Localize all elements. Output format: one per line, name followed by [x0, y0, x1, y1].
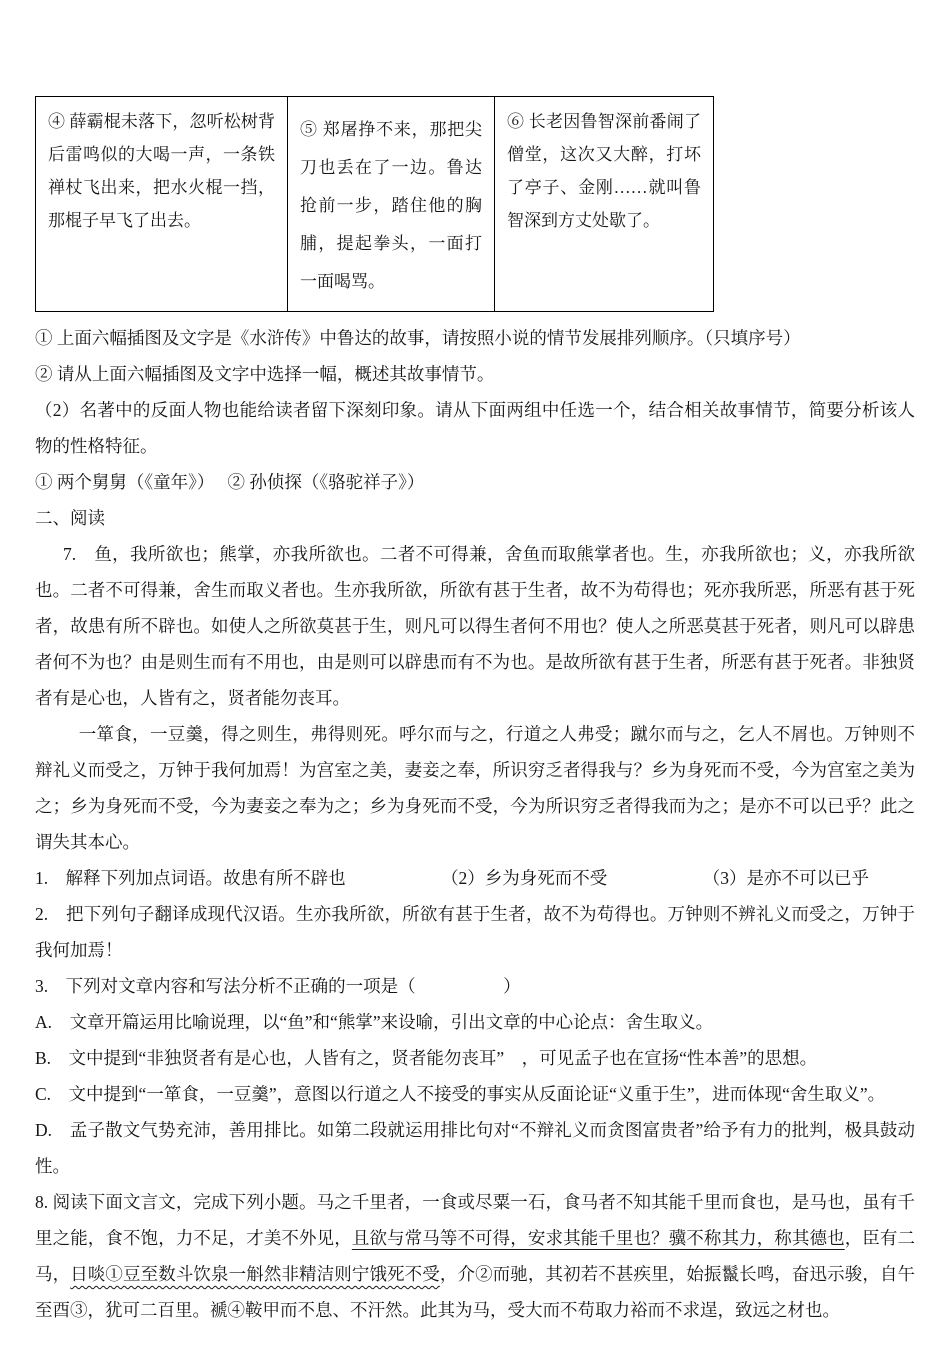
q8-segment-3: ，臣有二马， — [35, 1228, 916, 1284]
story-table — [35, 96, 714, 312]
q7-sub3-option-c: C. 文中提到“一箪食，一豆羹”，意图以行道之人不接受的事实从反面论证“义重于生”，进而体现“舍生取义”。 — [35, 1084, 886, 1104]
novel-question-sub2: ② 请从上面六幅插图及文字中选择一幅，概述其故事情节。 — [35, 364, 495, 384]
story-cell-5 — [288, 97, 495, 312]
story-table-row — [36, 97, 714, 312]
q7-sub2-translate: 2. 把下列句子翻译成现代汉语。生亦我所欲，所欲有甚于生者，故不为苟得也。万钟则不辨礼义而受之，万钟于我何加焉！ — [35, 904, 915, 960]
section-2-title: 二、阅读 — [35, 508, 105, 528]
q7-sub3-option-d: D. 孟子散文气势充沛，善用排比。如第二段就运用排比句对“不辩礼义而贪图富贵者”给予有力的批判，极具鼓动性。 — [35, 1120, 915, 1176]
story-cell-4-text: ④ 薛霸棍未落下，忽听松树背后雷鸣似的大喝一声，一条铁禅杖飞出来，把水火棍一挡，那棍子早飞了出去。 — [48, 112, 275, 230]
q8-segment-2-underlined: 且欲与常马等不可得，安求其能千里也？骥不称其力，称其德也 — [351, 1228, 845, 1248]
story-cell-5-text: ⑤ 郑屠挣不来，那把尖刀也丢在了一边。鲁达抢前一步，踏住他的胸脯，提起拳头，一面打一面喝骂。 — [300, 120, 482, 291]
story-cell-4 — [36, 97, 288, 312]
story-cell-6-text: ⑥ 长老因鲁智深前番闹了僧堂，这次又大醉，打坏了亭子、金刚……就叫鲁智深到方丈处歇了。 — [507, 112, 701, 230]
q8-passage — [35, 1184, 915, 1328]
q7-sub1-part1: 1. 解释下列加点词语。故患有所不辟也 — [35, 868, 346, 888]
q7-sub3-option-a: A. 文章开篇运用比喻说理，以“鱼”和“熊掌”来设喻，引出文章的中心论点：舍生取义。 — [35, 1012, 714, 1032]
q7-sub1-part2: （2）乡为身死而不受 — [441, 868, 608, 888]
story-cell-6 — [495, 97, 714, 312]
q7-passage-paragraph-2: 一箪食，一豆羹，得之则生，弗得则死。呼尔而与之，行道之人弗受；蹴尔而与之，乞人不屑也。万钟则不辩礼义而受之，万钟于我何加焉！为宫室之美，妻妾之奉，所识穷乏者得我与？乡为身死而不受，今为宫室之美为之；乡为身死而不受，今为妻妾之奉为之；乡为身死而不受，今为所识穷乏者得我而为之；是亦不可以已乎？此之谓失其本心。 — [35, 724, 915, 852]
q7-sub1-explain-words — [35, 860, 915, 896]
question-body — [35, 320, 915, 1328]
q8-segment-5: ，介②而驰，其初若不甚疾里，始振鬣长鸣，奋迅示骏，自午至酉③，犹可二百里。褫④鞍甲而不息、不汗然。此其为马，受大而不苟取力裕而不求逞，致远之材也。 — [35, 1264, 916, 1320]
novel-question-part2-options: ① 两个舅舅（《童年》） ② 孙侦探（《骆驼祥子》） — [35, 472, 425, 492]
novel-question-sub1: ① 上面六幅插图及文字是《水浒传》中鲁达的故事，请按照小说的情节发展排列顺序。（只填序号） — [35, 328, 801, 348]
q8-segment-4-wavy-underlined: 日啖①豆至数斗饮泉一斛然非精洁则宁饿死不受 — [70, 1264, 440, 1284]
q7-sub3-option-b: B. 文中提到“非独贤者有是心也，人皆有之，贤者能勿丧耳” ，可见孟子也在宣扬“性本善”的思想。 — [35, 1048, 818, 1068]
q7-passage-paragraph-1: 7. 鱼，我所欲也；熊掌，亦我所欲也。二者不可得兼，舍鱼而取熊掌者也。生，亦我所欲也；义，亦我所欲也。二者不可得兼，舍生而取义者也。生亦我所欲，所欲有甚于生者，故不为苟得也；死亦我所恶，所恶有甚于死者，故患有所不辟也。如使人之所欲莫甚于生，则凡可以得生者何不用也？使人之所恶莫甚于死者，则凡可以辟患者何不为也？由是则生而有不用也，由是则可以辟患而有不为也。是故所欲有甚于生者，所恶有甚于死者。非独贤者有是心也，人皆有之，贤者能勿丧耳。 — [35, 544, 915, 708]
q7-sub3-stem: 3. 下列对文章内容和写法分析不正确的一项是（ ） — [35, 976, 521, 996]
q8-segment-1: 8. 阅读下面文言文，完成下列小题。马之千里者，一食或尽粟一石，食马者不知其能千里而食也，是马也，虽有千里之能，食不饱，力不足，才美不外见， — [35, 1192, 915, 1248]
novel-question-part2: （2）名著中的反面人物也能给读者留下深刻印象。请从下面两组中任选一个，结合相关故事情节，简要分析该人物的性格特征。 — [35, 400, 915, 456]
q7-sub1-part3: （3）是亦不可以已乎 — [702, 868, 869, 888]
